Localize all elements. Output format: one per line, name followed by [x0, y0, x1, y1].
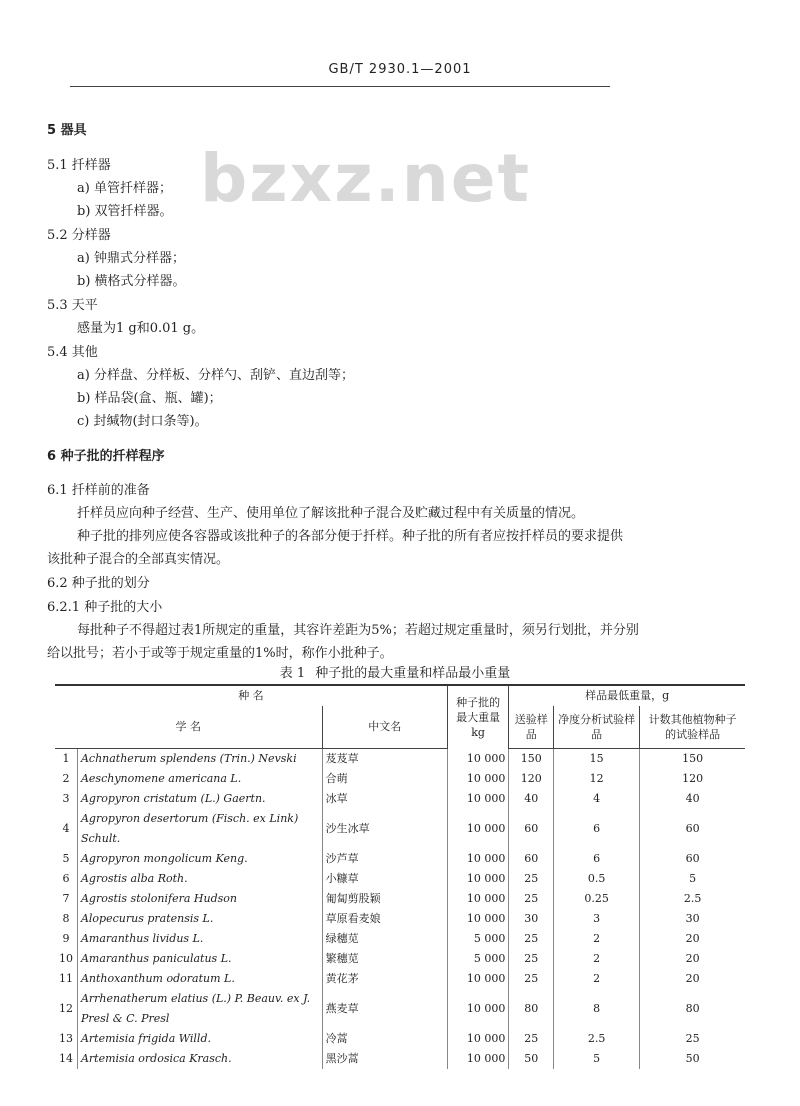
table-row: [55, 809, 745, 849]
other-seeds-sample-weight: 80: [640, 989, 745, 1029]
max-lot-weight: 5 000: [447, 949, 508, 969]
col-maxweight: [447, 685, 508, 749]
col-other: 计数其他植物种子的试验样品: [640, 706, 745, 749]
item-5-2-b: b) 横格式分样器。: [77, 274, 186, 289]
max-lot-weight: 10 000: [447, 809, 508, 849]
item-5-2-a: a) 钟鼎式分样器；: [77, 251, 185, 266]
scientific-name: Anthoxanthum odoratum L.: [77, 969, 322, 989]
max-lot-weight: 10 000: [447, 889, 508, 909]
submitted-sample-weight: 60: [509, 809, 554, 849]
other-seeds-sample-weight: 120: [640, 769, 745, 789]
purity-sample-weight: 2: [554, 949, 640, 969]
scientific-name: Agrostis stolonifera Hudson: [77, 889, 322, 909]
other-seeds-sample-weight: 25: [640, 1029, 745, 1049]
other-seeds-sample-weight: 20: [640, 929, 745, 949]
submitted-sample-weight: 40: [509, 789, 554, 809]
chinese-name: 冷蒿: [322, 1029, 447, 1049]
max-lot-weight: 10 000: [447, 1029, 508, 1049]
item-5-1-a: a) 单管扦样器；: [77, 181, 172, 196]
section-6-2: 6.2 种子批的划分: [47, 576, 150, 591]
section-5-3-text: 感量为1 g和0.01 g。: [77, 321, 205, 336]
table-row: [55, 929, 745, 949]
col-submitted: 送验样品: [509, 706, 554, 749]
max-lot-weight: 10 000: [447, 749, 508, 770]
scientific-name: Aeschynomene americana L.: [77, 769, 322, 789]
row-number: 3: [62, 792, 70, 805]
row-number: 14: [58, 1052, 73, 1065]
max-lot-weight: 10 000: [447, 989, 508, 1029]
chinese-name: 合萌: [322, 769, 447, 789]
scientific-name: Agropyron mongolicum Keng.: [77, 849, 322, 869]
submitted-sample-weight: 25: [509, 869, 554, 889]
scientific-name: Achnatherum splendens (Trin.) Nevski: [77, 749, 322, 770]
row-number: 7: [62, 892, 70, 905]
col-purity: 净度分析试验样品: [554, 706, 640, 749]
row-number: 1: [62, 752, 70, 765]
max-lot-weight: 10 000: [447, 909, 508, 929]
row-number: 4: [62, 822, 70, 835]
table-caption: [0, 662, 800, 681]
purity-sample-weight: 0.25: [554, 889, 640, 909]
max-lot-weight: 10 000: [447, 789, 508, 809]
item-5-1-b: b) 双管扦样器。: [77, 204, 173, 219]
section-5-heading: 5 器具: [47, 123, 87, 138]
scientific-name: Amaranthus lividus L.: [77, 929, 322, 949]
section-6-1: 6.1 扦样前的准备: [47, 483, 150, 498]
other-seeds-sample-weight: 150: [640, 749, 745, 770]
table-row: [55, 869, 745, 889]
para-6-2-1: 每批种子不得超过表1所规定的重量，其容许差距为5%；若超过规定重量时，须另行划批，并分别: [77, 623, 639, 638]
purity-sample-weight: 3: [554, 909, 640, 929]
max-lot-weight: 10 000: [447, 969, 508, 989]
chinese-name: 黄花茅: [322, 969, 447, 989]
other-seeds-sample-weight: 20: [640, 969, 745, 989]
chinese-name: 冰草: [322, 789, 447, 809]
table-row: [55, 909, 745, 929]
table-row: [55, 789, 745, 809]
para-6-1-1: 扦样员应向种子经营、生产、使用单位了解该批种子混合及贮藏过程中有关质量的情况。: [77, 506, 585, 521]
scientific-name: Artemisia ordosica Krasch.: [77, 1049, 322, 1069]
col-chinese: 中文名: [322, 706, 447, 749]
row-number: 2: [62, 772, 70, 785]
table-row: [55, 769, 745, 789]
section-6-2-1: 6.2.1 种子批的大小: [47, 600, 163, 615]
purity-sample-weight: 0.5: [554, 869, 640, 889]
col-sample-min: 样品最低重量，g: [509, 685, 745, 706]
chinese-name: 小糠草: [322, 869, 447, 889]
submitted-sample-weight: 25: [509, 929, 554, 949]
purity-sample-weight: 12: [554, 769, 640, 789]
purity-sample-weight: 6: [554, 809, 640, 849]
para-6-1-2-cont: 该批种子混合的全部真实情况。: [47, 552, 230, 567]
section-5-4: 5.4 其他: [47, 345, 98, 360]
max-lot-weight: 10 000: [447, 869, 508, 889]
col-species: 种 名: [55, 685, 447, 706]
other-seeds-sample-weight: 20: [640, 949, 745, 969]
table-number: 表 1: [279, 666, 306, 681]
table-body: [55, 749, 745, 1070]
purity-sample-weight: 2.5: [554, 1029, 640, 1049]
section-6-heading: 6 种子批的扦样程序: [47, 449, 165, 464]
table-row: [55, 1049, 745, 1069]
row-number: 10: [58, 952, 73, 965]
item-5-4-b: b) 样品袋(盒、瓶、罐)；: [77, 391, 222, 406]
table-row: [55, 749, 745, 770]
other-seeds-sample-weight: 60: [640, 809, 745, 849]
col-maxweight-label: 种子批的最大重量: [456, 695, 501, 724]
chinese-name: 沙生冰草: [322, 809, 447, 849]
chinese-name: 绿穗苋: [322, 929, 447, 949]
scientific-name: Arrhenatherum elatius (L.) P. Beauv. ex J. Presl & C. Presl: [77, 989, 322, 1029]
purity-sample-weight: 2: [554, 929, 640, 949]
submitted-sample-weight: 150: [509, 749, 554, 770]
max-lot-weight: 10 000: [447, 769, 508, 789]
chinese-name: 燕麦草: [322, 989, 447, 1029]
row-number: 12: [58, 1002, 73, 1015]
max-lot-weight: 10 000: [447, 1049, 508, 1069]
purity-sample-weight: 15: [554, 749, 640, 770]
para-6-1-2: 种子批的排列应使各容器或该批种子的各部分便于扦样。种子批的所有者应按扦样员的要求提供: [77, 529, 624, 544]
row-number: 9: [62, 932, 70, 945]
col-latin: 学 名: [55, 706, 322, 749]
row-number: 8: [62, 912, 70, 925]
submitted-sample-weight: 25: [509, 949, 554, 969]
item-5-4-a: a) 分样盘、分样板、分样勺、刮铲、直边刮等；: [77, 368, 354, 383]
scientific-name: Alopecurus pratensis L.: [77, 909, 322, 929]
submitted-sample-weight: 80: [509, 989, 554, 1029]
other-seeds-sample-weight: 60: [640, 849, 745, 869]
scientific-name: Agropyron desertorum (Fisch. ex Link) Schult.: [77, 809, 322, 849]
other-seeds-sample-weight: 50: [640, 1049, 745, 1069]
other-seeds-sample-weight: 30: [640, 909, 745, 929]
scientific-name: Agrostis alba Roth.: [77, 869, 322, 889]
chinese-name: 沙芦草: [322, 849, 447, 869]
row-number: 11: [58, 972, 73, 985]
table-row: [55, 889, 745, 909]
submitted-sample-weight: 60: [509, 849, 554, 869]
standard-header: GB/T 2930.1—2001: [328, 62, 472, 77]
table-row: [55, 989, 745, 1029]
section-5-2: 5.2 分样器: [47, 228, 111, 243]
row-number: 5: [62, 852, 70, 865]
purity-sample-weight: 6: [554, 849, 640, 869]
other-seeds-sample-weight: 2.5: [640, 889, 745, 909]
watermark: bzxz.net: [200, 140, 532, 217]
row-number: 6: [62, 872, 70, 885]
scientific-name: Amaranthus paniculatus L.: [77, 949, 322, 969]
chinese-name: 黑沙蒿: [322, 1049, 447, 1069]
table-row: [55, 969, 745, 989]
chinese-name: 匍匐剪股颖: [322, 889, 447, 909]
submitted-sample-weight: 25: [509, 969, 554, 989]
other-seeds-sample-weight: 5: [640, 869, 745, 889]
table-row: [55, 1029, 745, 1049]
table-row: [55, 949, 745, 969]
table-row: [55, 849, 745, 869]
submitted-sample-weight: 30: [509, 909, 554, 929]
seed-lot-table: [55, 684, 745, 1069]
scientific-name: Artemisia frigida Willd.: [77, 1029, 322, 1049]
chinese-name: 草原看麦娘: [322, 909, 447, 929]
row-number: 13: [58, 1032, 73, 1045]
chinese-name: 芨芨草: [322, 749, 447, 770]
submitted-sample-weight: 25: [509, 1029, 554, 1049]
chinese-name: 繁穗苋: [322, 949, 447, 969]
purity-sample-weight: 8: [554, 989, 640, 1029]
item-5-4-c: c) 封缄物(封口条等)。: [77, 414, 208, 429]
purity-sample-weight: 2: [554, 969, 640, 989]
para-6-2-1-cont: 给以批号；若小于或等于规定重量的1%时，称作小批种子。: [47, 646, 393, 661]
section-5-3: 5.3 天平: [47, 298, 98, 313]
section-5-1: 5.1 扦样器: [47, 158, 111, 173]
max-lot-weight: 5 000: [447, 929, 508, 949]
submitted-sample-weight: 120: [509, 769, 554, 789]
other-seeds-sample-weight: 40: [640, 789, 745, 809]
header-rule: [70, 86, 610, 87]
submitted-sample-weight: 25: [509, 889, 554, 909]
purity-sample-weight: 4: [554, 789, 640, 809]
col-maxweight-unit: kg: [471, 725, 485, 739]
table-title: 种子批的最大重量和样品最小重量: [315, 666, 511, 681]
purity-sample-weight: 5: [554, 1049, 640, 1069]
max-lot-weight: 10 000: [447, 849, 508, 869]
scientific-name: Agropyron cristatum (L.) Gaertn.: [77, 789, 322, 809]
submitted-sample-weight: 50: [509, 1049, 554, 1069]
